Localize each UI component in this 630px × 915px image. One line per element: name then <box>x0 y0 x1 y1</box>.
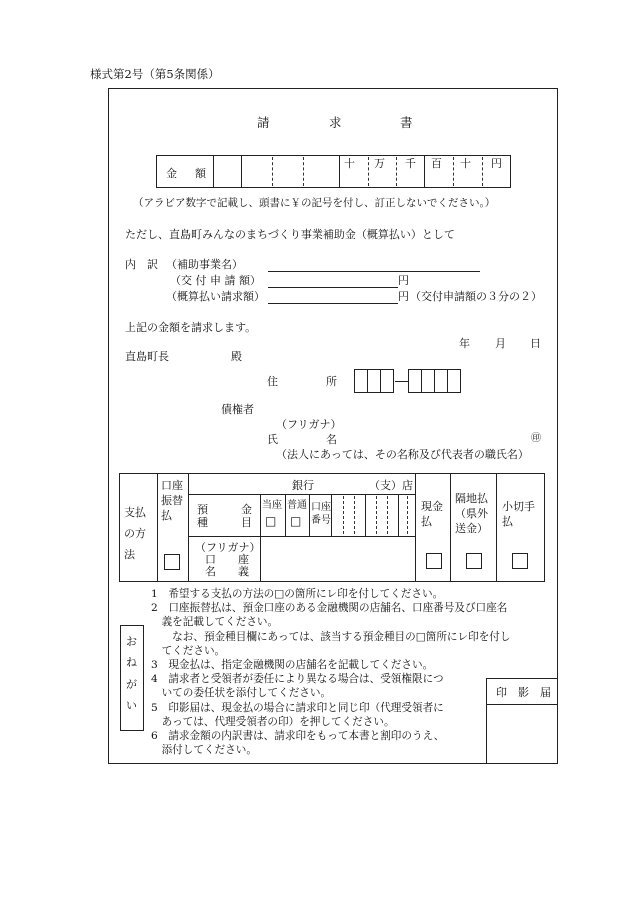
note-line: 1 希望する支払の方法の□の箇所にレ印を付してください。 <box>151 588 444 600</box>
creditor-label: 債権者 <box>221 403 254 416</box>
note-line: いての委任状を添付してください。 <box>151 687 332 700</box>
title-char-2: 求 <box>329 115 342 130</box>
amount-label-1: 金 <box>166 167 177 180</box>
address-char-2: 所 <box>326 375 337 388</box>
request-text: 上記の金額を請求します。 <box>125 321 257 334</box>
amount-note: （アラビア数字で記載し、頭書に￥の記号を付し、訂正しないでください。） <box>133 197 496 209</box>
date-month: 月 <box>495 337 506 350</box>
remote-checkbox[interactable] <box>466 553 482 569</box>
branch-label: （支）店 <box>369 479 413 492</box>
name-char-2: 名 <box>326 433 337 446</box>
name-furigana: （フリガナ） <box>276 418 342 431</box>
date-day: 日 <box>530 337 541 350</box>
account-number-label: 口座 番号 <box>311 502 331 526</box>
note-line: 4 請求者と受領者が委任により異なる場合は、受領権限につ <box>151 673 444 686</box>
current-checkbox[interactable]: □ <box>265 514 277 528</box>
form-id: 様式第2号（第5条関係） <box>90 67 220 81</box>
deposit-type-label: 預 金 種 目 <box>197 503 252 530</box>
note-line: なお、預金種目欄にあっては、該当する預金種目の□箇所にレ印を付し <box>151 630 511 643</box>
breakdown-project-label: （補助事業名） <box>166 258 243 271</box>
seal-registration-label: 印 影 届 <box>496 686 551 699</box>
addressee: 直島町長 <box>125 350 169 363</box>
note-line: 添付してください。 <box>151 744 257 757</box>
address-char-1: 住 <box>267 375 278 388</box>
name-char-1: 氏 <box>267 433 278 446</box>
unit-ju-2: 十 <box>460 157 471 170</box>
project-name-line <box>268 271 480 272</box>
title-char-3: 書 <box>400 115 413 130</box>
note-line: 6 請求金額の内訳書は、請求印をもって本書と割印のうえ、 <box>151 730 445 743</box>
unit-en: 円 <box>491 157 502 170</box>
corp-note: （法人にあっては、その名称及び代表者の職氏名） <box>276 448 529 461</box>
cash-checkbox[interactable] <box>426 553 442 569</box>
account-name-label: （フリガナ） 口 座 名 義 <box>195 541 261 579</box>
method-label: 支払 の方 法 <box>124 506 146 561</box>
remote-label: 隔地払 （県外 送金） <box>455 492 488 535</box>
grant-unit: 円 <box>398 274 409 287</box>
note-line: 5 印影届は、現金払の場合に請求印と同じ印（代理受領者に <box>151 701 444 714</box>
date-year: 年 <box>459 337 470 350</box>
breakdown-advance-label: （概算払い請求額） <box>166 290 265 303</box>
unit-sen: 千 <box>405 157 416 170</box>
notes-label: お ね が い <box>126 635 137 713</box>
note-line: てください。 <box>151 644 226 657</box>
ordinary-label: 普通 <box>287 500 307 511</box>
notes-list <box>151 587 511 757</box>
unit-hyaku: 百 <box>431 157 442 170</box>
breakdown-grant-label: （交 付 申 請 額） <box>170 274 261 287</box>
note-line: 2 口座振替払は、預金口座のある金融機関の店舗名、口座番号及び口座名 <box>151 602 508 615</box>
unit-ju-1: 十 <box>344 157 355 170</box>
unit-man: 万 <box>374 157 385 170</box>
grant-amount-line <box>268 287 398 288</box>
check-label: 小切手 払 <box>502 500 535 528</box>
note-line: あっては、代理受領者の印）を押してください。 <box>151 715 395 728</box>
amount-label-2: 額 <box>195 167 206 180</box>
advance-amount-line <box>268 303 398 304</box>
current-label: 当座 <box>262 500 282 511</box>
ordinary-checkbox[interactable]: □ <box>290 514 302 528</box>
title-char-1: 請 <box>257 115 270 130</box>
cash-label: 現金 払 <box>421 500 443 528</box>
note-line: 3 現金払は、指定金融機関の店舗名を記載してください。 <box>151 659 434 672</box>
advance-note: （交付申請額の３分の２） <box>410 290 542 303</box>
seal-mark: ㊞ <box>531 433 541 444</box>
bank-label: 銀行 <box>292 479 314 492</box>
note-line: 義を記載してください。 <box>151 616 279 629</box>
amount-box <box>156 155 511 188</box>
breakdown-label: 内 訳 <box>125 258 158 271</box>
transfer-label: 口座 振替 払 <box>161 479 183 522</box>
check-checkbox[interactable] <box>512 553 528 569</box>
purpose-text: ただし、直島町みんなのまちづくり事業補助金（概算払い）として <box>125 228 455 241</box>
transfer-checkbox[interactable] <box>164 554 180 570</box>
honorific: 殿 <box>231 350 242 363</box>
advance-unit: 円 <box>398 290 409 303</box>
